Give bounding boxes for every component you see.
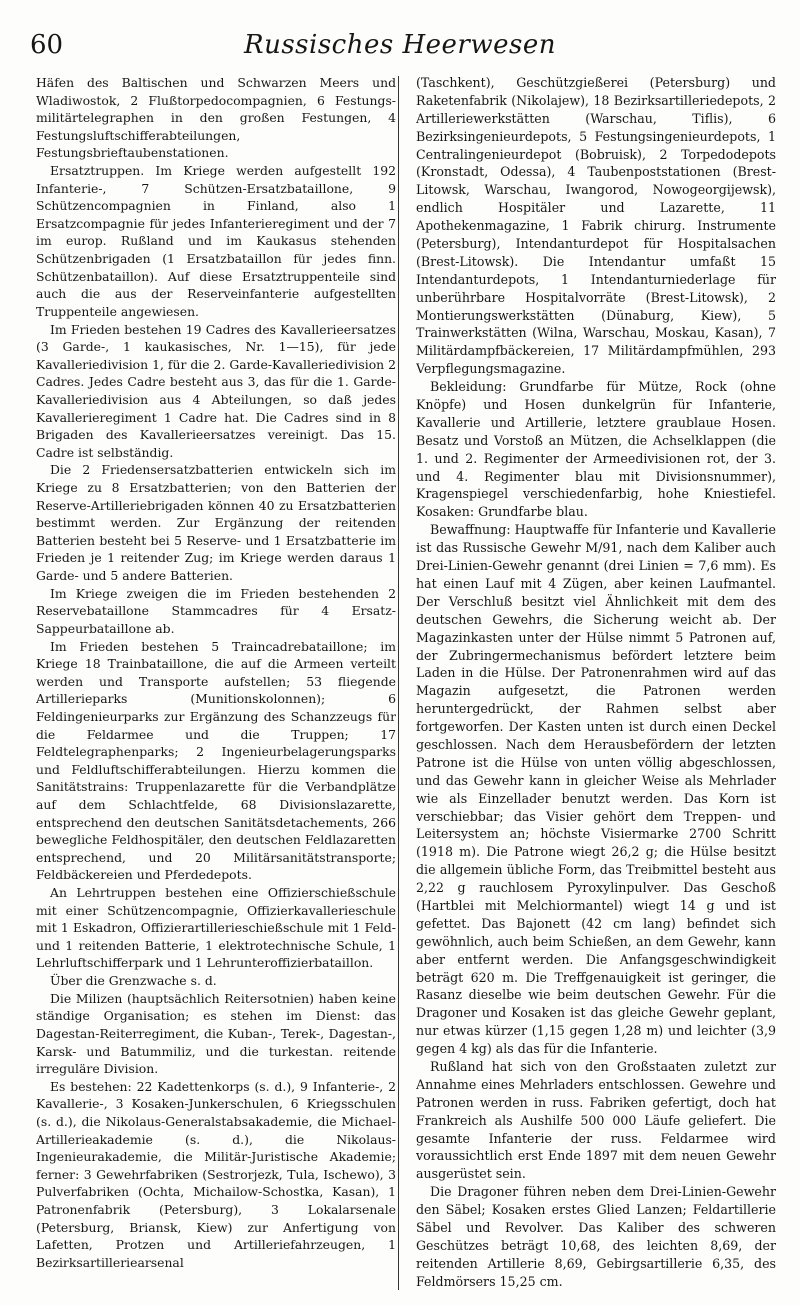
- paragraph: Im Kriege zweigen die im Frieden bestehenden 2 Reservebataillone Stammcadres für 4 Ersatz-Sappeurbataillone ab.: [36, 585, 396, 636]
- right-column: [416, 74, 776, 1292]
- paragraph: Rußland hat sich von den Großstaaten zuletzt zur Annahme eines Mehrladers entschlossen. Gewehre und Patronen werden in russ. Fabriken gefertigt, doch hat Frankreich als Aushilfe 500 000 Läufe geliefert. Die gesamte Infanterie der russ. Feldarmee wird voraussichtlich erst Ende 1897 mit dem neuen Gewehr ausgerüstet sein.: [416, 1058, 776, 1182]
- paragraph: Es bestehen: 22 Kadettenkorps (s. d.), 9 Infanterie-, 2 Kavallerie-, 3 Kosaken-Junkerschulen, 6 Kriegsschulen (s. d.), die Nikolaus-Generalstabsakademie, die Michael-Artillerieakademie (s. d.), die Nikolaus-Ingenieurakademie, die Militär-Juristische Akademie; ferner: 3 Gewehrfabriken (Sestrorjezk, Tula, Ischewo), 3 Pulverfabriken (Ochta, Michailow-Schostka, Kasan), 1 Patronenfabrik (Petersburg), 3 Lokalarsenale (Petersburg, Briansk, Kiew) zur Anfertigung von Lafetten, Protzen und Artilleriefahrzeugen, 1 Bezirksartilleriearsenal: [36, 1078, 396, 1270]
- left-column: [36, 74, 396, 1292]
- paragraph: Bekleidung: Grundfarbe für Mütze, Rock (ohne Knöpfe) und Hosen dunkelgrün für Infanterie, Kavallerie und Artillerie, letztere graublaue Hosen. Besatz und Vorstoß an Mützen, die Achselklappen (die 1. und 2. Regimenter der Armeedivisionen rot, der 3. und 4. Regimenter blau mit Divisionsnummer), Kragenspiegel verschiedenfarbig, hohe Kniestiefel. Kosaken: Grundfarbe blau.: [416, 379, 776, 520]
- paragraph: Bewaffnung: Hauptwaffe für Infanterie und Kavallerie ist das Russische Gewehr M/91, nach dem Kaliber auch Drei-Linien-Gewehr genannt (drei Linien = 7,6 mm). Es hat einen Lauf mit 4 Zügen, aber keinen Laufmantel. Der Verschluß besitzt viel Ähnlichkeit mit dem des deutschen Gewehrs, die Sicherung weicht ab. Der Magazinkasten unter der Hülse nimmt 5 Patronen auf, der Zubringermechanismus befördert letztere beim Laden in die Hülse. Der Patronenrahmen wird auf das Magazin aufgesetzt, die Patronen werden heruntergedrückt, der Rahmen selbst aber fortgeworfen. Der Kasten unten ist durch einen Deckel geschlossen. Nach dem Herausbefördern der letzten Patrone ist die Hülse von unten völlig abgeschlossen, und das Gewehr kann in gleicher Weise als Mehrlader wie als Einzellader benutzt werden. Das Korn ist verschiebbar; das Visier gehört dem Treppen- und Leitersystem an; höchste Visiermarke 2700 Schritt (1918 m). Die Patrone wiegt 26,2 g; die Hülse besitzt die allgemein übliche Form, das Treibmittel besteht aus 2,22 g rauchlosem Pyroxylinpulver. Das Geschoß (Hartblei mit Melchiormantel) wiegt 14 g und ist gefettet. Das Bajonett (42 cm lang) befindet sich gewöhnlich, auch beim Schießen, an dem Gewehr, kann aber entfernt werden. Die Anfangsgeschwindigkeit beträgt 620 m. Die Treffgenauigkeit ist geringer, die Rasanz dieselbe wie beim deutschen Gewehr. Für die Dragoner und Kosaken ist das gleiche Gewehr geplant, nur etwas kürzer (1,15 gegen 1,28 m) und leichter (3,9 gegen 4 kg) als das für die Infanterie.: [416, 522, 776, 1057]
- paragraph: Ersatztruppen. Im Kriege werden aufgestellt 192 Infanterie-, 7 Schützen-Ersatzbataillone, 9 Schützencompagnien in Finland, also 1 Ersatzcompagnie für jedes Infanterieregiment und der 7 im europ. Rußland und im Kaukasus stehenden Schützenbrigaden (1 Ersatzbataillon für jedes finn. Schützenbataillon). Auf diese Ersatztruppenteile sind auch die aus der Reserveinfanterie aufgestellten Truppenteile angewiesen.: [36, 163, 396, 319]
- paragraph: Im Frieden bestehen 19 Cadres des Kavallerieersatzes (3 Garde-, 1 kaukasisches, Nr. 1—15), für jede Kavalleriedivision 1, für die 2. Garde-Kavalleriedivision 2 Cadres. Jedes Cadre besteht aus 3, das für die 1. Garde-Kavalleriedivision aus 4 Abteilungen, so daß jedes Kavallerieregiment 1 Cadre hat. Die Cadres sind in 8 Brigaden des Kavallerieersatzes vereinigt. Das 15. Cadre ist selbständig.: [36, 321, 396, 460]
- paragraph: Die Dragoner führen neben dem Drei-Linien-Gewehr den Säbel; Kosaken erstes Glied Lanzen; Feldartillerie Säbel und Revolver. Das Kaliber des schweren Geschützes beträgt 10,68, des leichten 8,69, der reitenden Artillerie 8,69, Gebirgsartillerie 6,35, des Feldmörsers 15,25 cm.: [416, 1184, 776, 1289]
- paragraph: Die 2 Friedensersatzbatterien entwickeln sich im Kriege zu 8 Ersatzbatterien; von den Batterien der Reserve-Artilleriebrigaden können 40 zu Ersatzbatterien bestimmt werden. Zur Ergänzung der reitenden Batterien besteht bei 5 Reserve- und 1 Ersatzbatterie im Frieden je 1 reitender Zug; im Kriege werden daraus 1 Garde- und 5 andere Batterien.: [36, 462, 396, 584]
- paragraph: Im Frieden bestehen 5 Traincadrebataillone; im Kriege 18 Trainbataillone, die auf die Armeen verteilt werden und Transporte aufstellen; 53 fliegende Artillerieparks (Munitionskolonnen); 6 Feldingenieurparks zur Ergänzung des Schanzzeugs für die Feldarmee und die Truppen; 17 Feldtelegraphenparks; 2 Ingenieurbelagerungsparks und Feldluftschifferabteilungen. Hierzu kommen die Sanitätstrains: Truppenlazarette für die Verbandplätze auf dem Schlachtfelde, 68 Divisionslazarette, entsprechend den deutschen Sanitätsdetachements, 266 bewegliche Feldhospitäler, den deutschen Feldlazaretten entsprechend, und 20 Militärsanitätstransporte; Feldbäckereien und Pferdedepots.: [36, 638, 396, 883]
- paragraph: Häfen des Baltischen und Schwarzen Meers und Wladiwostok, 2 Flußtorpedocompagnien, 6 Festungs-militärtelegraphen in den großen Festungen, 4 Festungsluftschifferabteilungen, Festungsbrieftaubenstationen.: [36, 75, 396, 161]
- paragraph: Über die Grenzwache s. d.: [50, 973, 217, 989]
- paragraph: Die Milizen (hauptsächlich Reitersotnien) haben keine ständige Organisation; es stehen im Dienst: das Dagestan-Reiterregiment, die Kuban-, Terek-, Dagestan-, Karsk- und Batummiliz, und die turkestan. reitende irreguläre Division.: [36, 990, 396, 1077]
- paragraph: An Lehrtruppen bestehen eine Offizierschießschule mit einer Schützencompagnie, Offizierkavallerieschule mit 1 Eskadron, Offizierartillerieschießschule mit 1 Feld- und 1 reitenden Batterie, 1 elektrotechnische Schule, 1 Lehrluftschifferpark und 1 Lehrunteroffizierbataillon.: [36, 885, 396, 971]
- column-divider: [398, 76, 399, 1290]
- running-title: Russisches Heerwesen: [244, 30, 556, 60]
- paragraph: (Taschkent), Geschützgießerei (Petersburg) und Raketenfabrik (Nikolajew), 18 Bezirksartilleriedepots, 2 Artilleriewerkstätten (Warschau, Tiflis), 6 Bezirksingenieurdepots, 5 Festungsingenieurdepots, 1 Centralingenieurdepot (Bobruisk), 2 Torpedodepots (Kronstadt, Odessa), 4 Taubenpoststationen (Brest-Litowsk, Warschau, Iwangorod, Nowogeorgijewsk), endlich Hospitäler und Lazarette, 11 Apothekenmagazine, 1 Fabrik chirurg. Instrumente (Petersburg), Intendanturdepot für Hospitalsachen (Brest-Litowsk). Die Intendantur umfaßt 15 Intendanturdepots, 1 Intendanturniederlage für unberührbare Hospitalvorräte (Brest-Litowsk), 2 Montierungswerkstätten (Dünaburg, Kiew), 5 Trainwerkstätten (Wilna, Warschau, Moskau, Kasan), 7 Militärdampfbäckereien, 17 Militärdampfmühlen, 293 Verpflegungsmagazine.: [416, 75, 776, 377]
- page-number: 60: [30, 30, 64, 60]
- page-header: [30, 30, 770, 70]
